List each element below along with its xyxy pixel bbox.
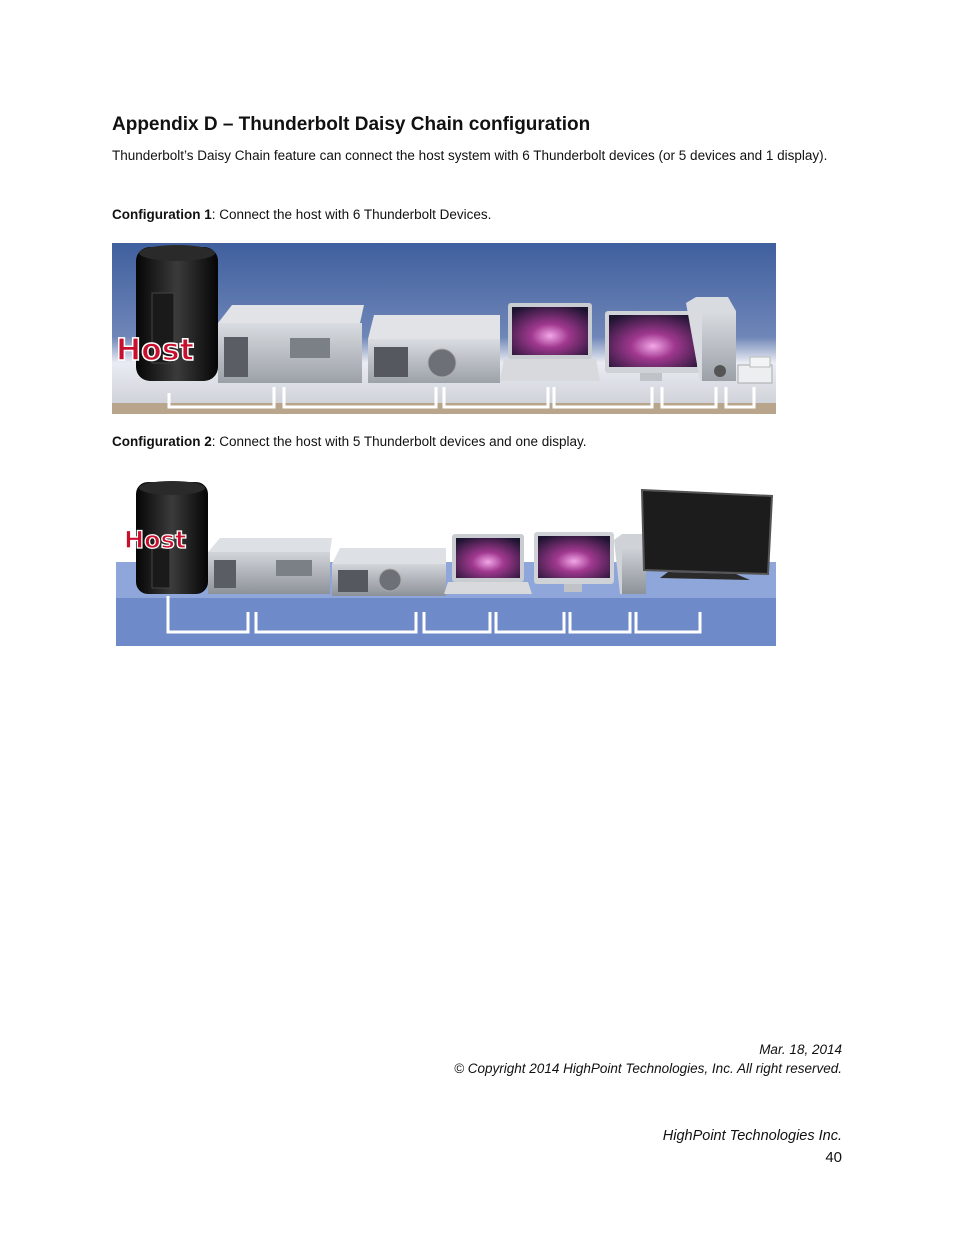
raid-enclosure-icon	[208, 538, 332, 594]
config2-text: : Connect the host with 5 Thunderbolt devices and one display.	[211, 434, 587, 449]
config1-label: Configuration 1	[112, 207, 212, 222]
raid-enclosure-2-icon	[368, 315, 500, 383]
config1-text: : Connect the host with 6 Thunderbolt Devices.	[211, 207, 492, 222]
footer-copyright: © Copyright 2014 HighPoint Technologies, Inc. All right reserved.	[454, 1061, 842, 1076]
raid-enclosure-2-icon	[332, 548, 446, 596]
config2-illustration	[116, 474, 776, 646]
imac-icon	[605, 311, 701, 381]
host-label: Host	[116, 333, 194, 368]
thunderbolt-display-icon	[642, 490, 772, 580]
intro-paragraph: Thunderbolt’s Daisy Chain feature can connect the host system with 6 Thunderbolt devices (or 5 devices and 1 display).	[112, 148, 828, 163]
config1-caption	[112, 204, 842, 226]
config1-figure	[112, 243, 776, 414]
config1-illustration	[112, 243, 776, 414]
macbook-icon	[500, 303, 600, 381]
config2-caption	[112, 431, 842, 453]
config2-figure	[116, 474, 776, 646]
host-label: Host	[124, 526, 187, 554]
macbook-icon	[444, 534, 532, 594]
config2-label: Configuration 2	[112, 434, 212, 449]
footer-date: Mar. 18, 2014	[759, 1042, 842, 1057]
page-heading: Appendix D – Thunderbolt Daisy Chain configuration	[112, 114, 591, 135]
imac-icon	[534, 532, 614, 592]
page-number: 40	[825, 1149, 842, 1166]
footer-company: HighPoint Technologies Inc.	[662, 1128, 842, 1144]
raid-enclosure-icon	[218, 305, 364, 383]
